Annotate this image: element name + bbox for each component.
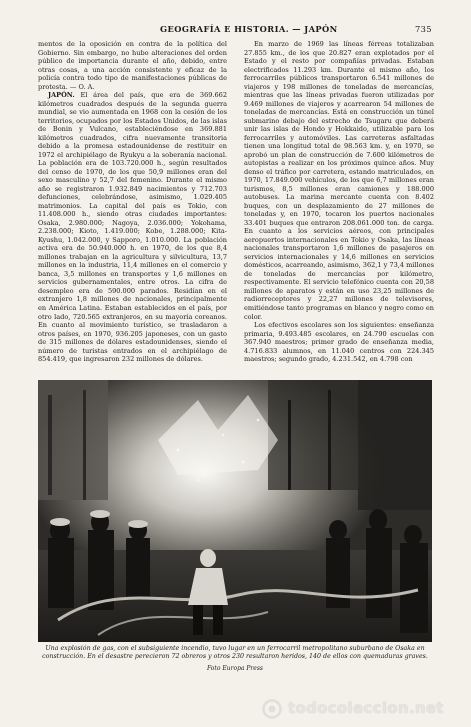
watermark-text: todocoleccion.net bbox=[288, 699, 444, 717]
section-heading-japan: JAPÓN. bbox=[48, 91, 75, 100]
paragraph-education: Los efectivos escolares son los siguientes: enseñanza primaria, 9.493.485 escolares, en 24.790 escuelas con 367.940 maestros; primer grado de enseñanza media, 4.716.833 alumnos, en 11.040 centros con 224.345 maestros; segundo grado, 4.231.542, en 4.798 con bbox=[244, 321, 434, 364]
running-title: GEOGRAFÍA E HISTORIA. — JAPÓN bbox=[160, 24, 338, 34]
paragraph-japan bbox=[38, 91, 227, 364]
watermark bbox=[262, 698, 452, 720]
photo-credit: Foto Europa Press bbox=[206, 665, 264, 672]
left-text-column bbox=[38, 40, 227, 374]
paragraph-japan-body: El área del país, que era de 369.662 kilómetros cuadrados después de la segunda guerra mundial, se vio aumentada en 1968 con la cesión de los territorios, ocupados por los Estados Unidos, de las islas de Bonin y Vulcano, estableciéndose en 369.881 kilómetros cuadrados, cifra nuevamente transitoria debido a la promesa estadounidense de restituir en 1972 el archipiélago de Ryukyu a la soberanía nacional. La población era de 103.720.000 h., según resultados del censo de 1970, de los que 50,9 millones eran del sexo masculino y 52,7 del femenino. Durante el mismo año se registraron 1.932.849 nacimientos y 712.703 defunciones, celebrándose, asimismo, 1.029.405 matrimonios. La capital del país es Tokio, con 11.408.000 h., siendo otras ciudades importantes: Osaka, 2.980.000; Nagoya, 2.036.000; Yokohama, 2.238.000; Kioto, 1.419.000; Kobe, 1.288.000; Kita-Kyushu, 1.042.000, y Sapporo, 1.010.000. La población activa era de 50.940.000 h. en 1970, de los que 8,4 millones trabajan en la agricultura y silvicultura, 13,7 millones en la industria, 11,4 millones en el comercio y banca, 3,5 millones en transportes y 1,6 millones en servicios gubernamentales, entre otros. La cifra de desempleo era de 590.000 parados. Residían en el extranjero 1,8 millones de nacionales, principalmente en América Latina. Estaban establecidos en el país, por otro lado, 720.565 extranjeros, en su mayoría coreanos. En cuanto al movimiento turístico, se trasladaron a otros países, en 1970, 936.205 japoneses, con un gasto de 315 millones de dólares estadounidenses, siendo el número de turistas entrados en el archipiélago de 854.419, que ingresaron 232 millones de dólares. bbox=[38, 91, 227, 364]
page-number: 735 bbox=[414, 24, 432, 34]
news-photo bbox=[38, 380, 432, 642]
paragraph-opposition: mentos de la oposición en contra de la política del Gobierno. Sin embargo, no hubo alteraciones del orden público de importancia durante el año, debido, entre otras cosas, a una acción consistente y eficaz de la policía contra todo tipo de manifestaciones públicas de protesta. — O. A. bbox=[38, 40, 227, 91]
paragraph-transport: En marzo de 1969 las líneas férreas totalizaban 27.855 km., de los que 20.827 eran explotados por el Estado y el resto por compañías privadas. Estaban electrificados 11.293 km. Durante el mismo año, los ferrocarriles públicos transportaron 6.541 millones de viajeros y 198 millones de toneladas de mercancías, mientras que las líneas privadas fueron utilizadas por 9.469 millones de viajeros y acarrearon 54 millones de toneladas de mercancías. Está en construcción un túnel submarino debajo del estrecho de Tsugaru que deberá unir las islas de Hondo y Hokkaido, utilizable para los ferrocarriles y automóviles. Las carreteras asfaltadas tienen una longitud total de 98.563 km. y, en 1970, se aprobó un plan de construcción de 7.600 kilómetros de autopistas a realizar en los próximos quince años. Muy denso el tráfico por carretera, estando matriculados, en 1970, 17.849.000 vehículos, de los que 6,7 millones eran turismos, 8,5 millones eran camiones y 188.000 autobuses. La marina mercante cuenta con 8.402 buques, con un desplazamiento de 27 millones de toneladas y, en 1970, tocaron los puertos nacionales 33.401 buques que entraron 208.061.000 ton. de carga. En cuanto a los servicios aéreos, con principales aeropuertos internacionales en Tokio y Osaka, las líneas nacionales transportaron 1,6 millones de pasajeros en servicios internacionales y 14,6 millones en servicios domésticos, acarreando, asimismo, 362,1 y 73,4 millones de toneladas de mercancías por kilómetro, respectivamente. El servicio telefónico cuenta con 20,58 millones de aparatos y están en uso 23,25 millones de radiorreceptores y 22,27 millones de televisores, emitiéndose tanto programas en blanco y negro como en color. bbox=[244, 40, 434, 321]
photo-caption: Una explosión de gas, con el subsiguiente incendio, tuvo lugar en un ferrocarril metropolitano suburbano de Osaka en construcción. En el desastre perecieron 72 obreros y otros 230 resultaron heridos, 140 de ellos con quemaduras graves. bbox=[42, 645, 428, 661]
watermark-logo-icon bbox=[262, 699, 282, 719]
page-header bbox=[38, 24, 432, 38]
right-text-column bbox=[244, 40, 434, 374]
